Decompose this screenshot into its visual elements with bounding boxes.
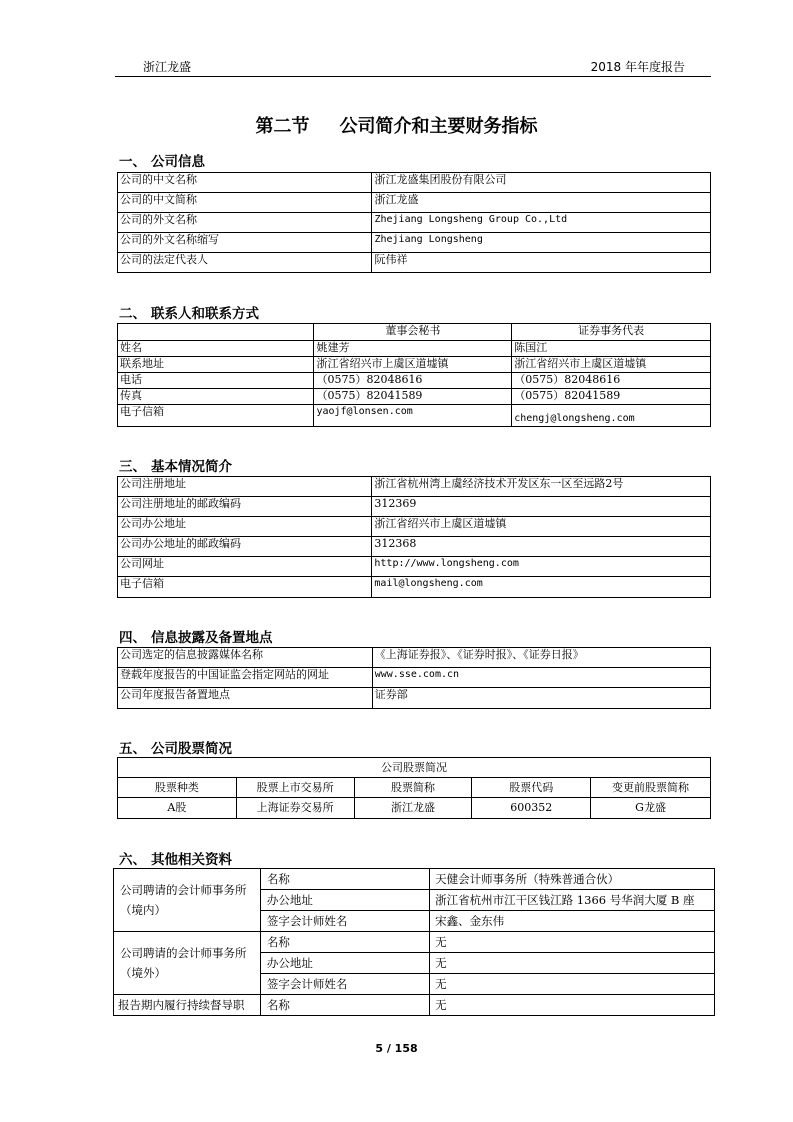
stock-table (117, 757, 711, 819)
label-cell: 公司注册地址 (118, 477, 372, 497)
value-cell: 浙江龙盛集团股份有限公司 (372, 173, 711, 193)
s1-heading (119, 150, 205, 170)
label-cell: 名称 (260, 995, 429, 1016)
group-label-supervision: 报告期内履行持续督导职 (114, 995, 261, 1016)
s3-num: 三、 (119, 459, 146, 475)
label-cell: 办公地址 (260, 890, 429, 911)
label-cell: 公司选定的信息披露媒体名称 (118, 648, 373, 668)
label-cell: 名称 (260, 932, 429, 953)
header-report: 2018 年年度报告 (590, 60, 685, 74)
value-cell: （0575）82048616 (314, 373, 512, 389)
value-cell: 阮伟祥 (372, 253, 711, 273)
value-cell: 上海证券交易所 (236, 798, 354, 819)
value-cell: 陈国江 (512, 341, 711, 357)
value-cell: 浙江省绍兴市上虞区道墟镇 (314, 357, 512, 373)
group-label-line: 公司聘请的会计师事务所 (120, 883, 247, 897)
value-cell: 600352 (472, 798, 591, 819)
value-cell: 无 (430, 974, 715, 995)
s4-title: 信息披露及备置地点 (151, 630, 273, 646)
table-row (118, 357, 711, 373)
s2-title: 联系人和联系方式 (151, 306, 259, 322)
s3-title: 基本情况简介 (151, 459, 232, 475)
table-header-row (118, 778, 711, 798)
s6-num: 六、 (119, 852, 146, 868)
value-cell: 宋鑫、金东伟 (430, 911, 715, 932)
s3-heading (119, 455, 232, 475)
value-cell: 浙江省绍兴市上虞区道墟镇 (372, 517, 711, 537)
header-cell: 董事会秘书 (314, 324, 512, 341)
table-row (118, 193, 711, 213)
s1-title: 公司信息 (151, 154, 205, 170)
s4-num: 四、 (119, 630, 146, 646)
table-row (118, 233, 711, 253)
value-cell: （0575）82041589 (512, 389, 711, 405)
s1-num: 一、 (119, 154, 146, 170)
value-cell: 浙江省杭州湾上虞经济技术开发区东一区至远路2号 (372, 477, 711, 497)
group-label-overseas (114, 932, 261, 995)
table-row (118, 253, 711, 273)
label-cell: 公司的中文名称 (118, 173, 372, 193)
label-cell: 公司的中文简称 (118, 193, 372, 213)
other-info-table (113, 868, 715, 1016)
table-row (118, 798, 711, 819)
value-cell: http://www.longsheng.com (372, 557, 711, 577)
s6-title: 其他相关资料 (151, 852, 232, 868)
value-cell: （0575）82041589 (314, 389, 512, 405)
value-cell: 312368 (372, 537, 711, 557)
s6-heading (119, 848, 232, 868)
value-cell: 《上海证券报》、《证券时报》、《证券日报》 (372, 648, 710, 668)
header-cell: 股票种类 (118, 778, 237, 798)
table-row (118, 477, 711, 497)
value-cell: 天健会计师事务所（特殊普通合伙） (430, 869, 715, 890)
basic-info-table (117, 476, 711, 598)
table-caption-row (118, 758, 711, 778)
caption-cell: 公司股票简况 (118, 758, 711, 778)
label-cell: 公司的法定代表人 (118, 253, 372, 273)
value-cell: 无 (430, 932, 715, 953)
page-title (0, 112, 793, 138)
s2-num: 二、 (119, 306, 146, 322)
value-cell: A股 (118, 798, 237, 819)
table-row (118, 173, 711, 193)
value-cell: www.sse.com.cn (372, 668, 710, 688)
table-row (118, 577, 711, 598)
table-row (114, 869, 715, 890)
label-cell: 姓名 (118, 341, 314, 357)
table-row (118, 213, 711, 233)
s5-heading (119, 737, 232, 757)
label-cell: 电子信箱 (118, 577, 372, 598)
table-row (118, 557, 711, 577)
header-company: 浙江龙盛 (143, 60, 192, 74)
group-label-line: （境外） (120, 966, 166, 980)
label-cell: 办公地址 (260, 953, 429, 974)
value-cell: Zhejiang Longsheng (372, 233, 711, 253)
label-cell: 名称 (260, 869, 429, 890)
label-cell: 电话 (118, 373, 314, 389)
value-cell: 浙江省杭州市江干区钱江路 1366 号华润大厦 B 座 (430, 890, 715, 911)
value-cell: 无 (430, 953, 715, 974)
s5-title: 公司股票简况 (151, 741, 232, 757)
header-divider (115, 76, 711, 77)
value-cell: 证券部 (372, 688, 710, 709)
value-cell: chengj@longsheng.com (512, 405, 711, 427)
table-row (114, 995, 715, 1016)
table-row (118, 405, 711, 427)
label-cell: 公司的外文名称 (118, 213, 372, 233)
label-cell: 联系地址 (118, 357, 314, 373)
label-cell: 公司年度报告备置地点 (118, 688, 373, 709)
table-row (118, 497, 711, 517)
value-cell: （0575）82048616 (512, 373, 711, 389)
value-cell: yaojf@lonsen.com (314, 405, 512, 427)
table-row (118, 373, 711, 389)
table-row (118, 648, 711, 668)
table-row (118, 517, 711, 537)
disclosure-table (117, 647, 711, 709)
section-name: 公司简介和主要财务指标 (339, 116, 538, 137)
group-label-line: （境内） (120, 903, 166, 917)
label-cell: 公司办公地址的邮政编码 (118, 537, 372, 557)
value-cell: mail@longsheng.com (372, 577, 711, 598)
value-cell: Zhejiang Longsheng Group Co.,Ltd (372, 213, 711, 233)
value-cell: G龙盛 (591, 798, 711, 819)
header-cell: 股票上市交易所 (236, 778, 354, 798)
label-cell: 电子信箱 (118, 405, 314, 427)
value-cell: 312369 (372, 497, 711, 517)
section-number: 第二节 (255, 116, 310, 137)
label-cell: 公司网址 (118, 557, 372, 577)
contact-table (117, 323, 711, 427)
value-cell: 浙江省绍兴市上虞区道墟镇 (512, 357, 711, 373)
label-cell: 公司的外文名称缩写 (118, 233, 372, 253)
group-label-domestic (114, 869, 261, 932)
group-label-line: 公司聘请的会计师事务所 (120, 946, 247, 960)
header-cell: 股票简称 (354, 778, 472, 798)
value-cell: 浙江龙盛 (372, 193, 711, 213)
label-cell: 签字会计师姓名 (260, 911, 429, 932)
table-row (118, 537, 711, 557)
table-row (114, 932, 715, 953)
label-cell: 公司注册地址的邮政编码 (118, 497, 372, 517)
table-row (118, 668, 711, 688)
page-number: 5 / 158 (375, 1042, 418, 1055)
s2-heading (119, 302, 259, 322)
table-row (118, 389, 711, 405)
label-cell: 签字会计师姓名 (260, 974, 429, 995)
company-info-table (117, 172, 711, 273)
header-cell: 变更前股票简称 (591, 778, 711, 798)
label-cell: 公司办公地址 (118, 517, 372, 537)
value-cell: 浙江龙盛 (354, 798, 472, 819)
table-header-row (118, 324, 711, 341)
label-cell: 传真 (118, 389, 314, 405)
value-cell: 姚建芳 (314, 341, 512, 357)
header-cell: 证券事务代表 (512, 324, 711, 341)
header-cell: 股票代码 (472, 778, 591, 798)
s4-heading (119, 626, 273, 646)
table-row (118, 341, 711, 357)
table-row (118, 688, 711, 709)
label-cell: 登载年度报告的中国证监会指定网站的网址 (118, 668, 373, 688)
value-cell: 无 (430, 995, 715, 1016)
s5-num: 五、 (119, 741, 146, 757)
